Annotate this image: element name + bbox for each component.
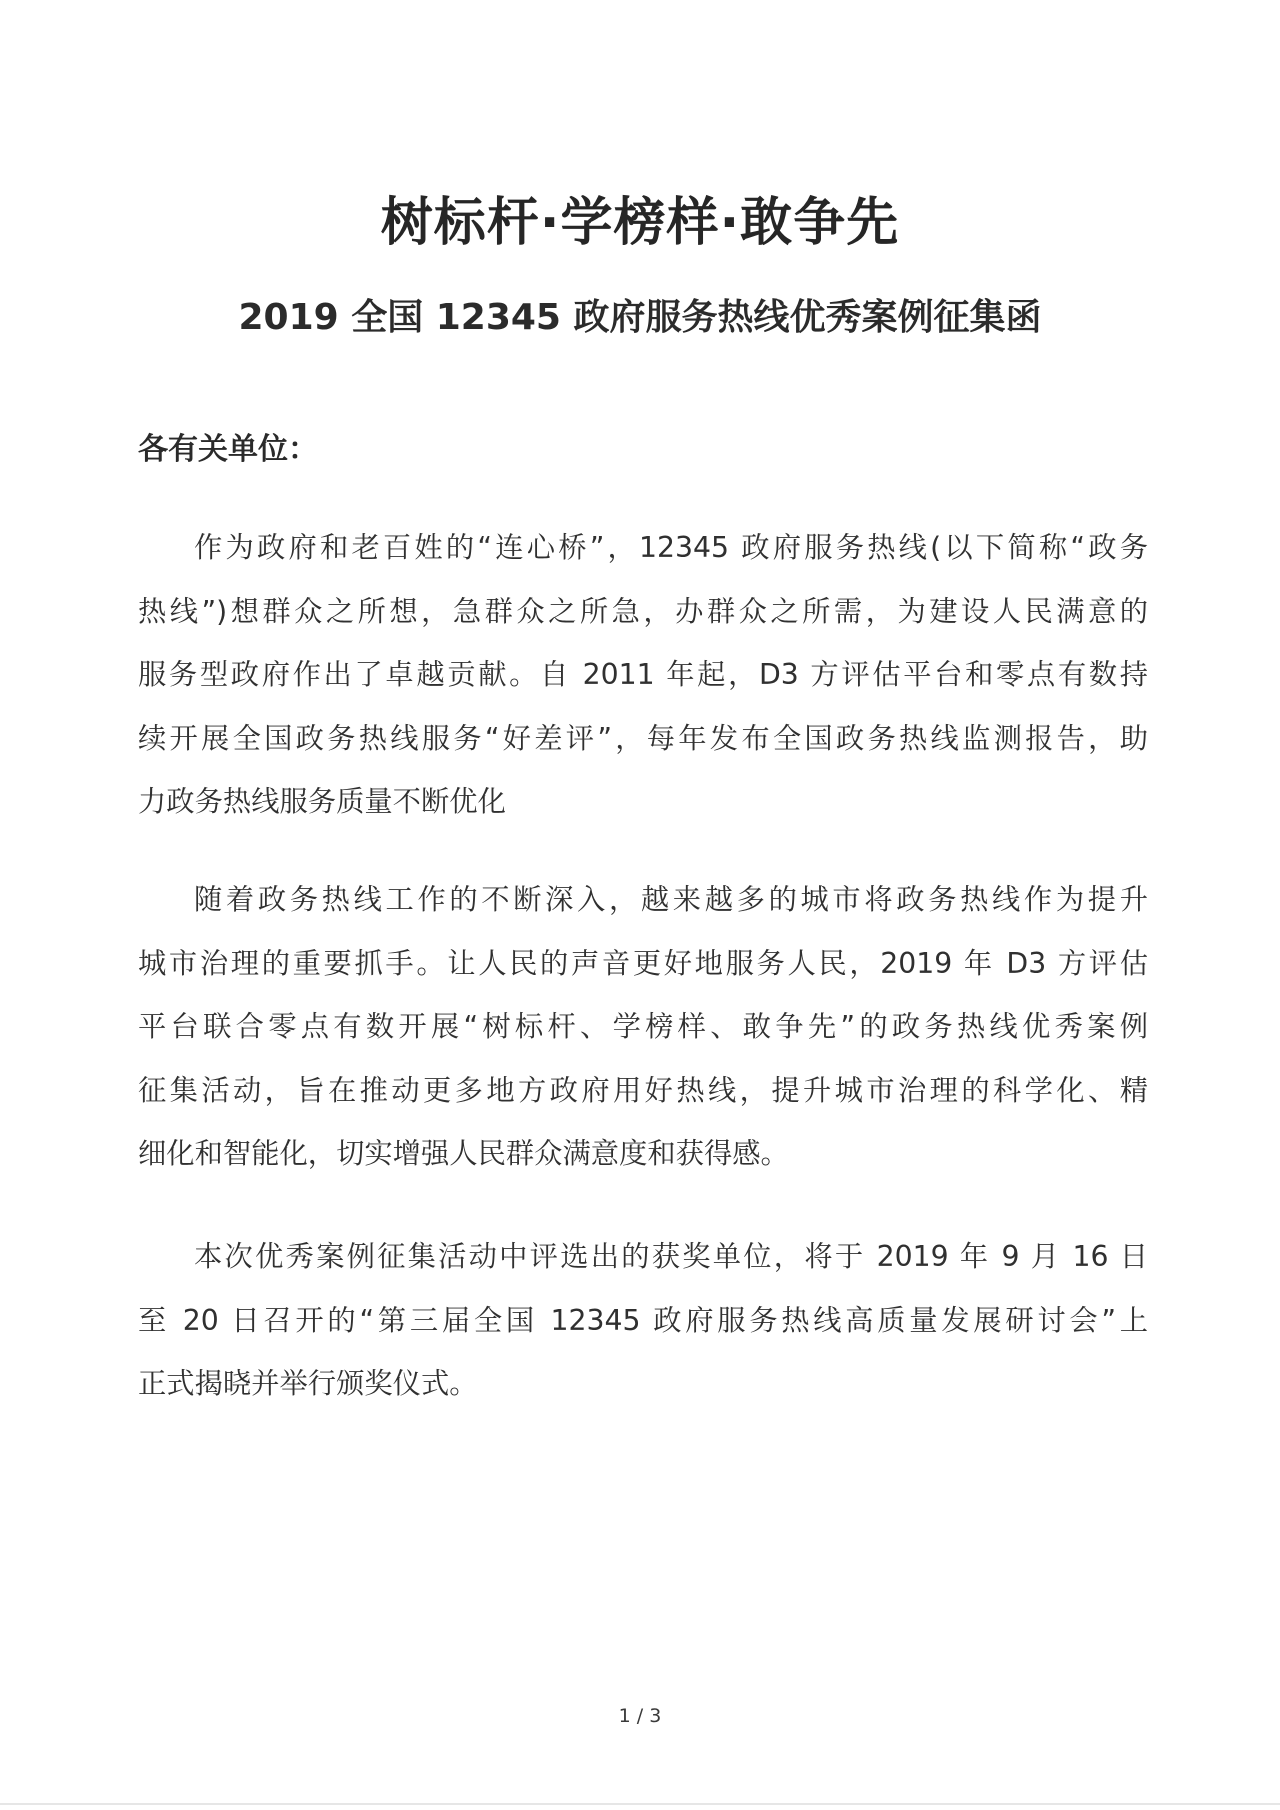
paragraph-line: 服务型政府作出了卓越贡献。自 2011 年起，D3 方评估平台和零点有数持: [138, 658, 1148, 692]
paragraph-line: 力政务热线服务质量不断优化: [138, 785, 506, 819]
paragraph-2: [138, 868, 1148, 1186]
paragraph-line: 续开展全国政务热线服务“好差评”，每年发布全国政务热线监测报告，助: [138, 721, 1148, 755]
paragraph-line: 至 20 日召开的“第三届全国 12345 政府服务热线高质量发展研讨会”上: [138, 1303, 1148, 1337]
paragraph-line: 征集活动，旨在推动更多地方政府用好热线，提升城市治理的科学化、精: [138, 1073, 1148, 1107]
paragraph-line: 平台联合零点有数开展“树标杆、学榜样、敢争先”的政务热线优秀案例: [138, 1010, 1148, 1044]
salutation: 各有关单位：: [138, 432, 318, 467]
paragraph-line: 细化和智能化，切实增强人民群众满意度和获得感。: [138, 1137, 789, 1171]
document-subtitle: 2019 全国 12345 政府服务热线优秀案例征集函: [238, 297, 1042, 338]
paragraph-line: 城市治理的重要抓手。让人民的声音更好地服务人民，2019 年 D3 方评估: [138, 946, 1148, 980]
paragraph-line: 正式揭晓并举行颁奖仪式。: [138, 1367, 478, 1401]
paragraph-line: 作为政府和老百姓的“连心桥”，12345 政府服务热线(以下简称“政务: [194, 531, 1148, 564]
paragraph-line: 本次优秀案例征集活动中评选出的获奖单位，将于 2019 年 9 月 16 日: [194, 1240, 1148, 1273]
scan-edge-divider: [0, 1803, 1280, 1805]
paragraph-line: 随着政务热线工作的不断深入，越来越多的城市将政务热线作为提升: [194, 883, 1148, 916]
paragraph-3: [138, 1225, 1148, 1416]
page-indicator: 1 / 3: [618, 1705, 662, 1727]
paragraph-1: [138, 516, 1148, 834]
document-title: 树标杆·学榜样·敢争先: [380, 193, 900, 253]
paragraph-line: 热线”)想群众之所想，急群众之所急，办群众之所需，为建设人民满意的: [138, 594, 1148, 628]
